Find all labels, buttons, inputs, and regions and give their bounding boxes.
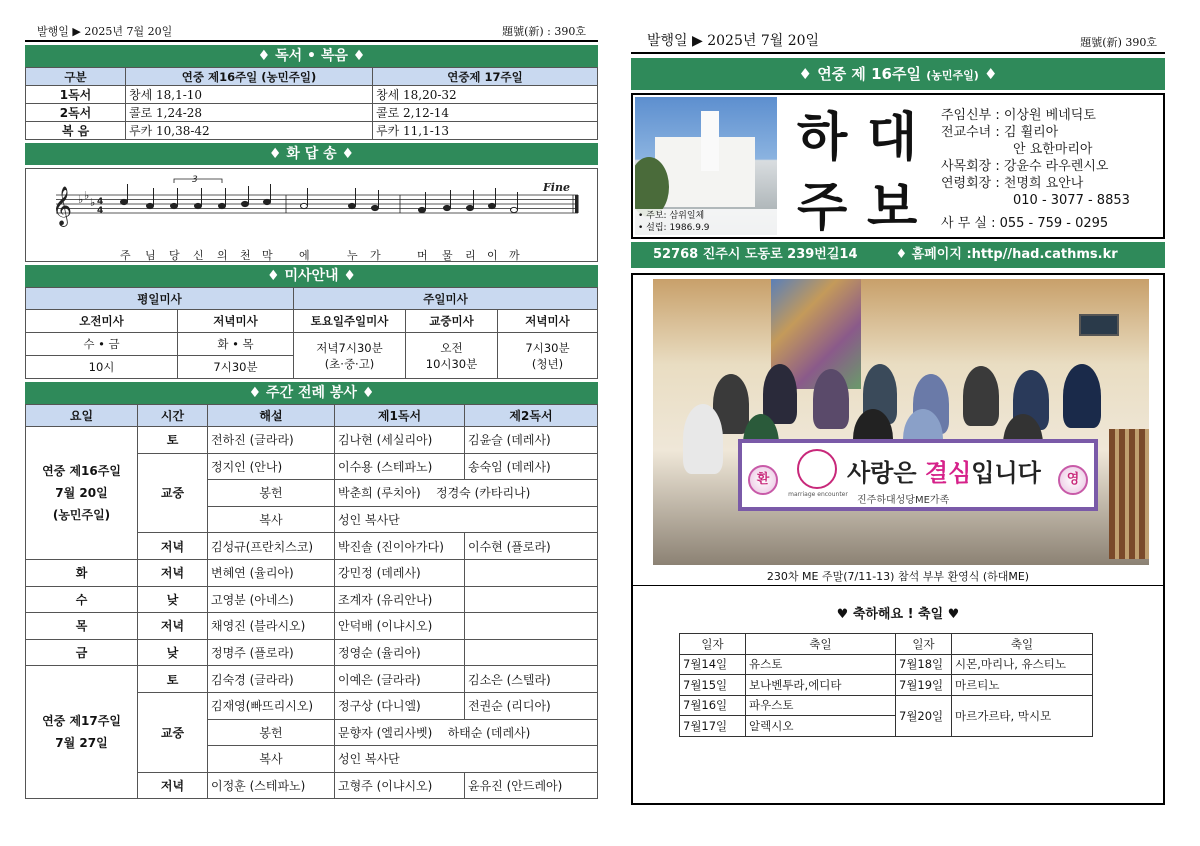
lyric-syllable: 주 [120, 249, 131, 262]
lyric-syllable: 누 [347, 249, 358, 262]
lyric-syllable: 신 [193, 249, 204, 262]
svg-text:♭: ♭ [84, 189, 90, 202]
table-row: 봉헌 박춘희 (루치아) 정경숙 (카타리나) [26, 480, 598, 507]
table-row: 연중 제17주일 7월 27일 토 김숙경 (글라라) 이예은 (글라라) 김소은 (스텔라) [26, 666, 598, 693]
lyric-syllable: 리 [465, 249, 476, 262]
group-photo [653, 279, 1149, 565]
lyric-syllable: 막 [262, 249, 273, 262]
lyric-syllable: 가 [370, 249, 381, 262]
bulletin-title: 하 대 주 보 [797, 107, 918, 238]
triplet-mark: 3 [192, 175, 198, 185]
table-row: 복 음 루카 10,38-42 루카 11,1-13 [26, 122, 598, 140]
table-row: 화 저녁 변혜연 (율리아) 강민정 (데레사) [26, 559, 598, 586]
svg-text:♭: ♭ [78, 193, 84, 206]
address-bar [631, 242, 1165, 268]
table-row: 저녁 이정훈 (스테파노) 고형주 (이냐시오) 윤유진 (안드레아) [26, 772, 598, 799]
table-row: 금 낮 정명주 (플로라) 정영순 (율리아) [26, 639, 598, 666]
table-row: 교중 김재영(빠뜨리시오) 정구상 (다니엘) 전권순 (리디아) [26, 692, 598, 719]
table-row: 7월14일 유스토 7월18일 시몬,마리나, 유스티노 [680, 654, 1093, 675]
homepage-link[interactable]: ♦ 홈페이지 :http//had.cathms.kr [895, 247, 1118, 262]
church-photo [635, 97, 777, 235]
lyric-syllable: 까 [509, 249, 520, 262]
lyric-syllable: 님 [145, 249, 156, 262]
issue-date: 발행일 ▶ 2025년 7월 20일 [647, 33, 820, 49]
table-row: 봉헌 문향자 (엘리사벳) 하태순 (데레사) [26, 719, 598, 746]
church-photo-caption: • 주보: 삼위일체 • 설립: 1986.9.9 [635, 209, 777, 235]
week16-label: 연중 제16주일 7월 20일 (농민주일) [26, 427, 138, 560]
table-row: 수 낮 고영분 (아네스) 조계자 (유리안나) [26, 586, 598, 613]
issue-number: 題號(新) 390호 [1080, 36, 1157, 49]
table-row: 목 저녁 채영진 (블라시오) 안덕배 (이냐시오) [26, 613, 598, 640]
right-page [631, 28, 1165, 805]
th-week16: 연중 제16주일 (농민주일) [126, 68, 373, 86]
lyric-syllable: 당 [169, 249, 180, 262]
table-row: 복사 성인 복사단 [26, 506, 598, 533]
issue-number: 題號(新) : 390호 [502, 25, 586, 38]
group-photo-caption: 230차 ME 주말(7/11-13) 참석 부부 환영식 (하대ME) [766, 570, 1030, 583]
banner-subtitle: 진주하대성당ME가족 [857, 495, 950, 506]
svg-text:𝄞: 𝄞 [52, 186, 73, 226]
mass-title: ♦ 미사안내 ♦ [25, 265, 598, 287]
table-row: 2독서 콜로 1,24-28 콜로 2,12-14 [26, 104, 598, 122]
left-page [25, 24, 598, 799]
table-row: 7월17일 알렉시오 [680, 716, 1093, 737]
me-banner: 환 영 marriage encounter 사랑은 결심입니다 진주하대성당ME가족 [738, 439, 1098, 511]
th-week17: 연중제 17주일 [373, 68, 598, 86]
fine-mark: Fine [543, 181, 570, 194]
psalm-score [25, 168, 598, 262]
th-sunday-mass: 주일미사 [294, 288, 598, 310]
lyric-syllable: 이 [487, 249, 498, 262]
sunday-title: ♦ 연중 제 16주일 (농민주일) ♦ [631, 58, 1165, 90]
liturgy-duty-table: 요일 시간 해설 제1독서 제2독서 연중 제16주일 7월 20일 (농민주일) 토 전하진 (글라라) 김나현 (세실리아) 김윤슬 (데레사) 교중 정지인 (안나) 이수용 (스테파노) 송숙임 (데레사) 봉헌 박춘희 (루치아) 정경숙 (카타리나) 복사 성인 복사단 저녁 김성규(프란치스코) 박진솔 (진이아가다) 이수현 (플로라) 화 저녁 변혜연 (율리아) 강민정 (데레사) 수 낮 고영분 (아네스) 조계자 (유리안나) 목 저녁 채영진 (블라시오) 안덕배 (이냐시오) 금 낮 정명주 (플로라) 정영순 (율리아) 연중 제17주일 7월 27일 토 김숙경 (글라라) 이예은 (글라라) 김소은 (스텔라) 교중 김재영(빠뜨리시오) 정구상 (다니엘) 전권순 (리디아) 봉헌 문향자 (엘리사벳) 하태순 (데레사) 복사 성인 복사단 저녁 이정훈 (스테파노) 고형주 (이냐시오) 윤유진 (안드레아) [25, 404, 598, 799]
table-row: 복사 성인 복사단 [26, 746, 598, 773]
readings-table [25, 67, 598, 140]
masthead [631, 93, 1165, 239]
svg-text:4: 4 [97, 197, 104, 207]
svg-text:4: 4 [97, 206, 104, 216]
th-weekday-mass: 평일미사 [26, 288, 294, 310]
lyric-syllable: 천 [240, 249, 251, 262]
address: 52768 진주시 도동로 239번길14 [653, 247, 858, 262]
psalm-title: ♦ 화 답 송 ♦ [25, 143, 598, 165]
table-row: 저녁 김성규(프란치스코) 박진솔 (진이아가다) 이수현 (플로라) [26, 533, 598, 560]
duty-title: ♦ 주간 전례 봉사 ♦ [25, 382, 598, 404]
lyric-syllable: 의 [217, 249, 228, 262]
staff-list: 주임신부 : 이상원 베네딕토 전교수녀 : 김 휠리아 안 요한마리아 사목회장 : 강윤수 라우렌시오 연령회장 : 천명희 요안나 010 - 3077 - 8853 사 무 실 : 055 - 759 - 0295 [941, 108, 1130, 231]
th-category: 구분 [26, 68, 126, 86]
lyric-syllable: 물 [442, 249, 453, 262]
divider [633, 585, 1163, 586]
left-header [25, 24, 598, 42]
mass-table: 평일미사 주일미사 오전미사 저녁미사 토요일주일미사 교중미사 저녁미사 수 • 금 화 • 목 저녁7시30분 (초·중·고) 오전 10시30분 7시30분 (청년) 10시 7시30분 [25, 287, 598, 379]
me-logo-icon [797, 449, 837, 489]
table-row: 연중 제16주일 7월 20일 (농민주일) 토 전하진 (글라라) 김나현 (세실리아) 김윤슬 (데레사) [26, 427, 598, 454]
feast-table: 일자 축일 일자 축일 7월14일 유스토 7월18일 시몬,마리나, 유스티노 7월15일 보나벤투라,에디타 7월19일 마르티노 7월16일 파우스토 7월20일 마르가르타, 막시모 7월17일 알렉시오 [679, 633, 1093, 737]
news-box [631, 273, 1165, 805]
issue-date: 발행일 ▶ 2025년 7월 20일 [37, 25, 173, 38]
banner-headline: 사랑은 결심입니다 [847, 459, 1041, 487]
right-header [631, 28, 1165, 54]
feast-title: ♥ 축하해요 ! 축일 ♥ [836, 607, 960, 622]
week17-label: 연중 제17주일 7월 27일 [26, 666, 138, 799]
table-row: 1독서 창세 18,1-10 창세 18,20-32 [26, 86, 598, 104]
lyric-syllable: 에 [299, 249, 310, 262]
lyric-syllable: 머 [417, 249, 428, 262]
table-row: 교중 정지인 (안나) 이수용 (스테파노) 송숙임 (데레사) [26, 453, 598, 480]
table-row: 7월15일 보나벤투라,에디타 7월19일 마르티노 [680, 675, 1093, 696]
table-row: 7월16일 파우스토 7월20일 마르가르타, 막시모 [680, 695, 1093, 716]
readings-title: ♦ 독서 • 복음 ♦ [25, 45, 598, 67]
svg-text:♭: ♭ [90, 196, 96, 209]
